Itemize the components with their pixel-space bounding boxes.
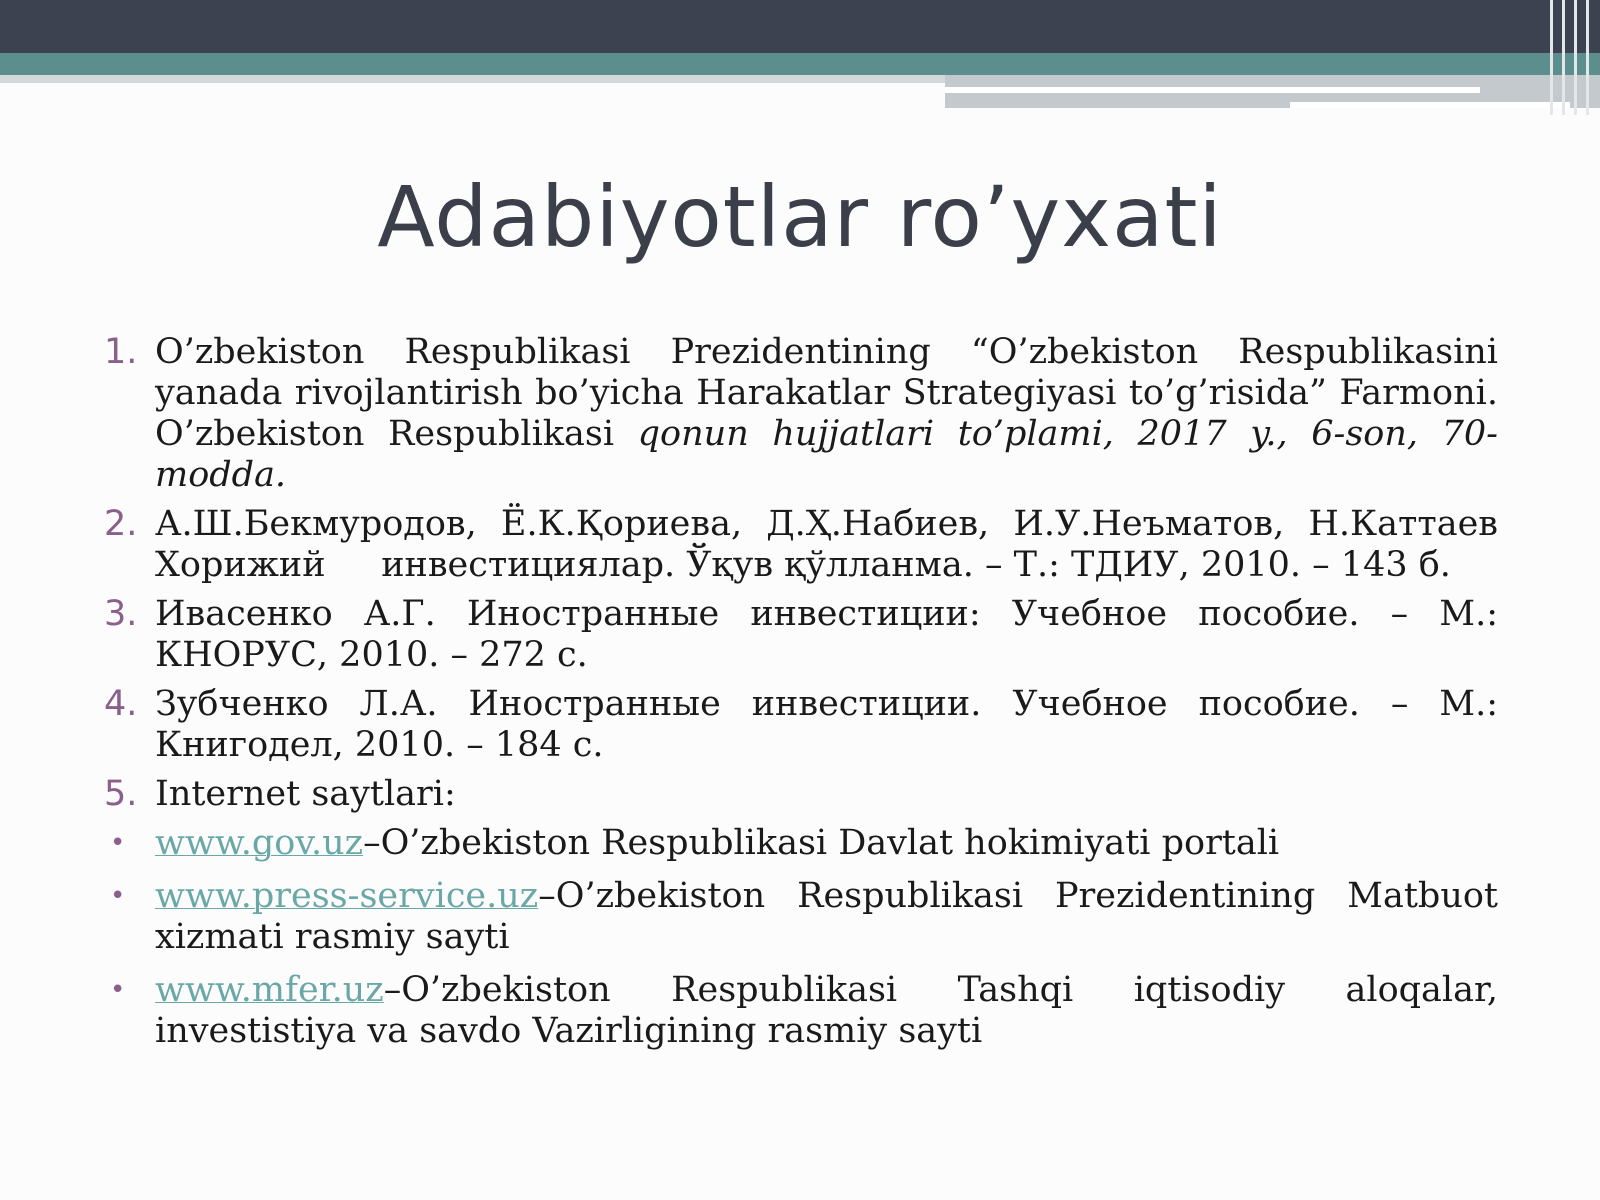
bullet-icon: •	[110, 828, 126, 858]
edge-line	[1574, 0, 1577, 115]
website-item	[104, 876, 1498, 958]
reference-item	[104, 594, 1498, 676]
edge-line	[1550, 0, 1553, 115]
reference-item	[104, 332, 1498, 496]
website-description: –O’zbekiston Respublikasi Prezidentining Matbuot xizmati rasmiy sayti	[155, 876, 1498, 957]
website-item	[104, 823, 1498, 864]
header-accent-line	[945, 87, 1480, 93]
slide-title: Adabiyotlar ro’yxati	[377, 168, 1223, 266]
reference-text: А.Ш.Бекмуродов, Ё.К.Қориева, Д.Ҳ.Набиев, И.У.Неъматов, Н.Каттаев Хорижий инвестициялар. Ўқув қўлланма. – Т.: ТДИУ, 2010. – 143 б.	[155, 504, 1510, 585]
reference-italic-text: qonun hujjatlari to’plami, 2017 y., 6-son, 70-modda.	[155, 414, 1498, 495]
header-shade-bar	[0, 75, 945, 83]
reference-item	[104, 774, 1498, 815]
header-accent-line	[1290, 102, 1570, 108]
list-number: 4.	[104, 684, 138, 724]
website-link-gov[interactable]: www.gov.uz	[155, 823, 364, 863]
website-link-mfer[interactable]: www.mfer.uz	[155, 970, 384, 1010]
reference-item	[104, 504, 1510, 586]
bullet-icon: •	[110, 881, 126, 911]
list-number: 3.	[104, 594, 138, 634]
website-description: –O’zbekiston Respublikasi Tashqi iqtisodiy aloqalar, investistiya va savdo Vazirligining rasmiy sayti	[155, 970, 1498, 1051]
website-item	[104, 970, 1498, 1052]
website-link-press-service[interactable]: www.press-service.uz	[155, 876, 539, 916]
edge-line	[1562, 0, 1565, 115]
list-number: 1.	[104, 332, 138, 372]
website-description: –O’zbekiston Respublikasi Davlat hokimiyati portali	[363, 823, 1280, 863]
reference-text: Ивасенко А.Г. Иностранные инвестиции: Учебное пособие. – М.: КНОРУС, 2010. – 272 с.	[155, 594, 1498, 675]
header-dark-bar	[0, 0, 1600, 53]
edge-line	[1586, 0, 1589, 115]
reference-text: Internet saytlari:	[155, 774, 456, 814]
reference-text: O’zbekiston Respublikasi Prezidentining “O’zbekiston Respublikasini yanada rivojlantirish bo’yicha Harakatlar Strategiyasi to’g’risida” Farmoni. O’zbekiston Respublikasi	[155, 332, 1498, 454]
reference-text: Зубченко Л.А. Иностранные инвестиции. Учебное пособие. – М.: Книгодел, 2010. – 184 с.	[155, 684, 1498, 765]
reference-item	[104, 684, 1498, 766]
list-number: 5.	[104, 774, 138, 814]
reference-list	[104, 332, 1510, 1052]
header-teal-bar	[0, 53, 1600, 75]
list-number: 2.	[104, 504, 138, 544]
bullet-icon: •	[110, 975, 126, 1005]
